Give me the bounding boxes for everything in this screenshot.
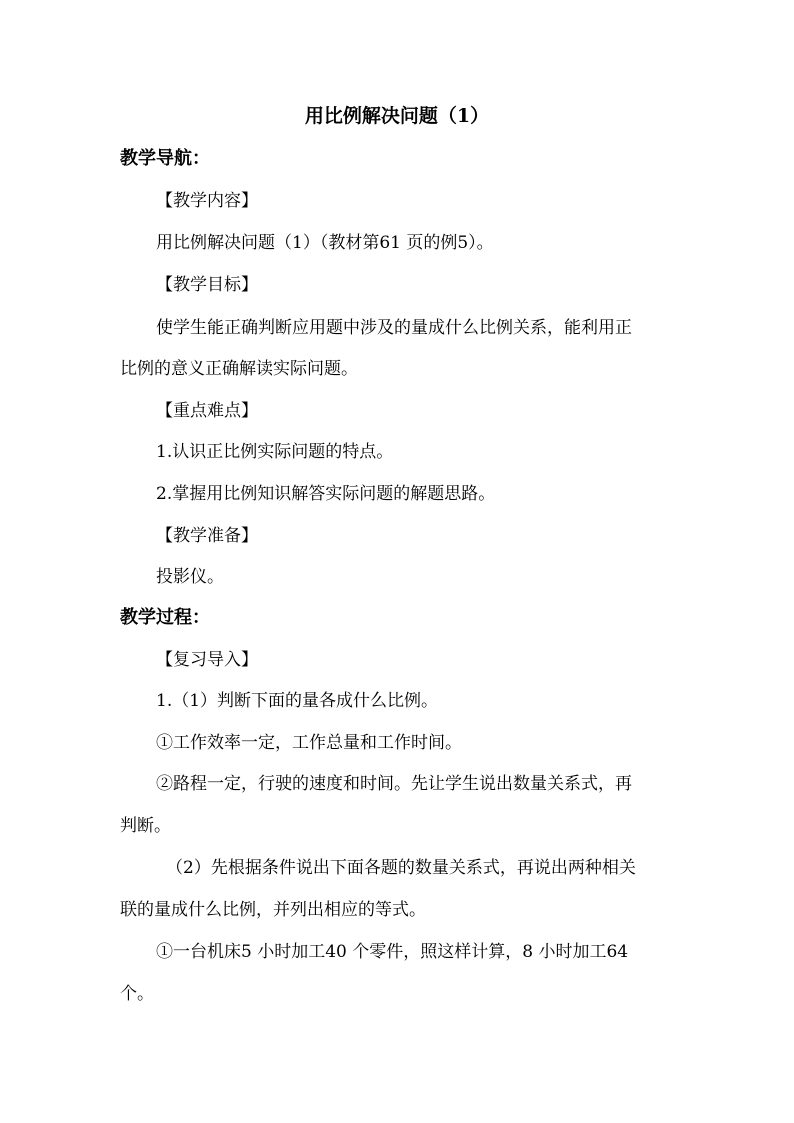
goal-text-line1: 使学生能正确判断应用题中涉及的量成什么比例关系，能利用正: [156, 318, 632, 338]
question-2-a-line2: 个。: [120, 984, 154, 1004]
question-1-intro: 1.（1）判断下面的量各成什么比例。: [156, 691, 439, 711]
content-label: 【教学内容】: [156, 191, 258, 211]
nav-heading: 教学导航：: [120, 148, 210, 169]
goal-text-line2: 比例的意义正确解读实际问题。: [120, 359, 358, 379]
question-1-b-line2: 判断。: [120, 816, 171, 836]
question-2-line1: （2）先根据条件说出下面各题的数量关系式，再说出两种相关: [166, 858, 636, 878]
question-1-b-line1: ②路程一定，行驶的速度和时间。先让学生说出数量关系式，再: [156, 774, 632, 794]
page-title: 用比例解决问题（1）: [304, 105, 490, 127]
content-text: 用比例解决问题（1）（教材第61 页的例5）。: [156, 233, 494, 253]
key-item-1: 1.认识正比例实际问题的特点。: [156, 442, 394, 462]
prep-text: 投影仪。: [156, 567, 224, 587]
key-item-2: 2.掌握用比例知识解答实际问题的解题思路。: [156, 484, 496, 504]
question-2-a-line1: ①一台机床5 小时加工40 个零件，照这样计算，8 小时加工64: [156, 942, 629, 962]
question-2-line2: 联的量成什么比例，并列出相应的等式。: [120, 900, 426, 920]
process-heading: 教学过程：: [120, 607, 210, 628]
key-label: 【重点难点】: [156, 401, 258, 421]
question-1-a: ①工作效率一定，工作总量和工作时间。: [156, 733, 462, 753]
goal-label: 【教学目标】: [156, 275, 258, 295]
prep-label: 【教学准备】: [156, 526, 258, 546]
review-label: 【复习导入】: [156, 650, 258, 670]
